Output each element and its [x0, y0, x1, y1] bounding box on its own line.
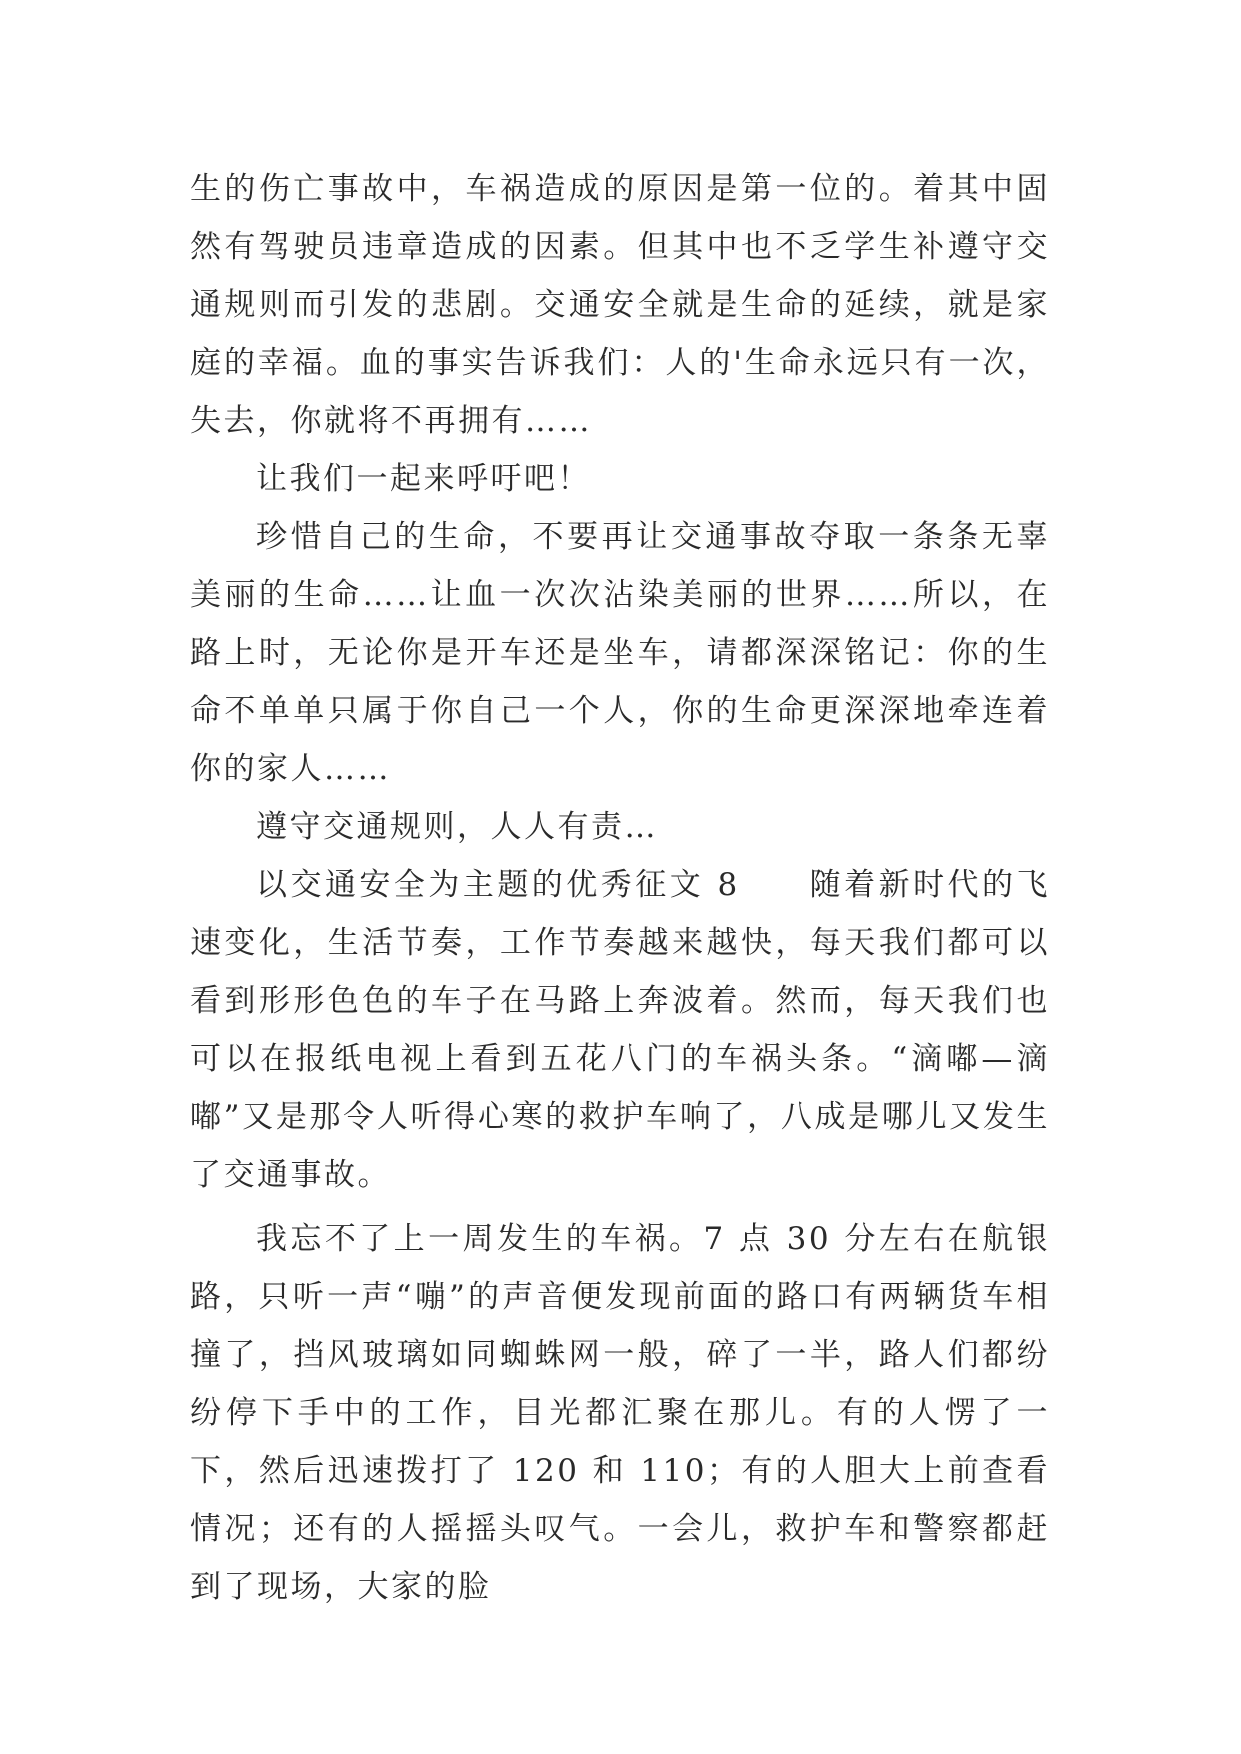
- body-text: [190, 160, 1050, 1616]
- paragraph-call-to-action: 让我们一起来呼吁吧！: [256, 461, 591, 497]
- paragraph-essay-8-intro: 以交通安全为主题的优秀征文 8 随着新时代的飞速变化，生活节奏，工作节奏越来越快，每天我们都可以看到形形色色的车子在马路上奔波着。然而，每天我们也可以在报纸电视上看到五花八门的车祸头条。“滴嘟—滴嘟”又是那令人听得心寒的救护车响了，八成是哪儿又发生了交通事故。: [190, 867, 1050, 1193]
- paragraph-continuation: 生的伤亡事故中，车祸造成的原因是第一位的。着其中固然有驾驶员违章造成的因素。但其中也不乏学生补遵守交通规则而引发的悲剧。交通安全就是生命的延续，就是家庭的幸福。血的事实告诉我们：人的'生命永远只有一次，失去，你就将不再拥有……: [190, 171, 1050, 439]
- paragraph-accident-account: 我忘不了上一周发生的车祸。7 点 30 分左右在航银路，只听一声“嘣”的声音便发现前面的路口有两辆货车相撞了，挡风玻璃如同蜘蛛网一般，碎了一半，路人们都纷纷停下手中的工作，目光都汇聚在那儿。有的人愣了一下，然后迅速拨打了 120 和 110；有的人胆大上前查看情况；还有的人摇摇头叹气。一会儿，救护车和警察都赶到了现场，大家的脸: [190, 1221, 1050, 1605]
- paragraph-obey-rules: 遵守交通规则，人人有责…: [256, 809, 658, 845]
- paragraph-cherish-life: 珍惜自己的生命，不要再让交通事故夺取一条条无辜美丽的生命……让血一次次沾染美丽的世界……所以，在路上时，无论你是开车还是坐车，请都深深铭记：你的生命不单单只属于你自己一个人，你的生命更深深地牵连着你的家人……: [190, 519, 1050, 787]
